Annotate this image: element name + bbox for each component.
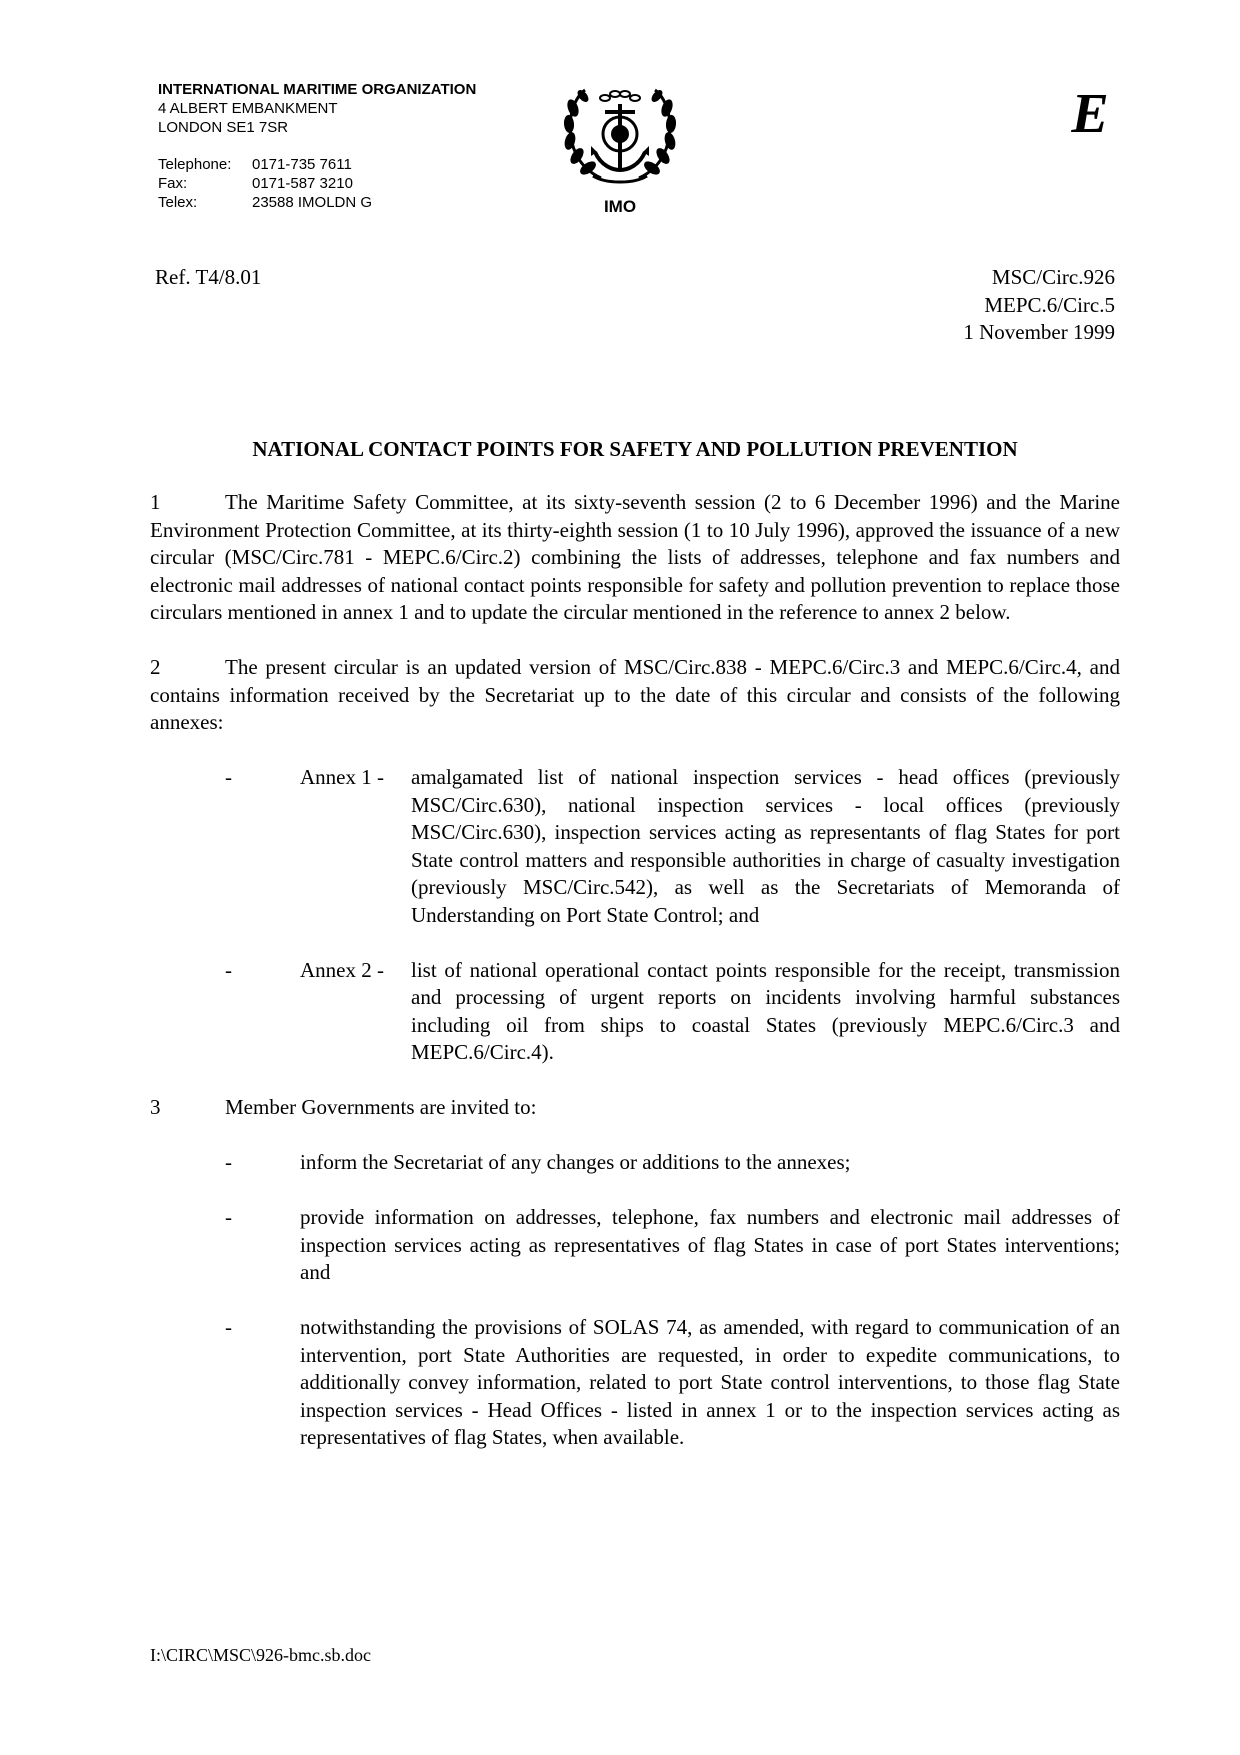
list-dash: - [225, 765, 232, 789]
symbol-line-1: MSC/Circ.926 [991, 265, 1115, 289]
annex-text: amalgamated list of national inspection services - head offices (previously MSC/Circ.630), national inspection services - local offices (previously MSC/Circ.630), inspection services acting as representants of flag States for port State control matters and responsible authorities in charge of casualty investigation (previously MSC/Circ.542), as well as the Secretariats of Memoranda of Understanding on Port State Control; and [411, 765, 1120, 927]
list-dash: - [225, 1205, 232, 1229]
document-body [150, 489, 1120, 1479]
org-name: INTERNATIONAL MARITIME ORGANIZATION [158, 81, 477, 98]
emblem-label: IMO [603, 197, 637, 216]
contact-label: Telephone: [158, 156, 232, 173]
annex-text: list of national operational contact points responsible for the receipt, transmission and processing of urgent reports on incidents involving harmful substances including oil from ships to coastal States (previously MEPC.6/Circ.3 and MEPC.6/Circ.4). [411, 957, 1120, 1064]
contact-value: 0171-735 7611 [252, 156, 352, 173]
paragraph-text: The Maritime Safety Committee, at its sixty-seventh session (2 to 6 December 1996) and the Marine Environment Protection Committee, at its thirty-eighth session (1 to 10 July 1996), approved the issuance of a new circular (MSC/Circ.781 - MEPC.6/Circ.2) combining the lists of addresses, telephone and fax numbers and electronic mail addresses of national contact points responsible for safety and pollution prevention to replace those circulars mentioned in annex 1 and to update the circular mentioned in the reference to annex 2 below. [150, 490, 1120, 624]
file-path-footer: I:\CIRC\MSC\926-bmc.sb.doc [150, 1645, 372, 1665]
reference-number: Ref. T4/8.01 [155, 265, 262, 289]
invitation-text: provide information on addresses, telephone, fax numbers and electronic mail addresses of inspection services acting as representatives of flag States in case of port States interventions; and [300, 1205, 1120, 1284]
paragraph-text: The present circular is an updated version of MSC/Circ.838 - MEPC.6/Circ.3 and MEPC.6/Circ.4, and contains information received by the Secretariat up to the date of this circular and consists of the following annexes: [150, 655, 1120, 734]
contact-label: Telex: [158, 194, 198, 211]
paragraph-number: 3 [150, 1095, 161, 1119]
list-dash: - [225, 957, 232, 982]
paragraph-1 [150, 489, 1120, 627]
contact-value: 0171-587 3210 [252, 175, 353, 192]
language-code: E [1071, 83, 1109, 145]
list-dash: - [225, 1150, 232, 1174]
annex-label: Annex 2 - [300, 957, 384, 982]
invitation-item-3 [150, 1314, 1120, 1452]
address-line-2: LONDON SE1 7SR [158, 119, 289, 136]
invitation-item-2 [150, 1204, 1120, 1287]
paragraph-2 [150, 654, 1120, 737]
org-header [158, 80, 476, 212]
contact-label: Fax: [158, 175, 188, 192]
contact-block [158, 155, 476, 212]
contact-telephone [158, 155, 476, 174]
invitation-item-1 [150, 1149, 1120, 1177]
page-title: NATIONAL CONTACT POINTS FOR SAFETY AND POLLUTION PREVENTION [252, 437, 1018, 461]
address-line-1: 4 ALBERT EMBANKMENT [158, 100, 338, 117]
annex-item-2 [150, 957, 1120, 1067]
invitation-text: inform the Secretariat of any changes or additions to the annexes; [300, 1150, 851, 1174]
symbol-line-2: MEPC.6/Circ.5 [984, 292, 1115, 317]
imo-emblem-icon [561, 86, 679, 186]
document-date: 1 November 1999 [963, 320, 1115, 344]
annex-item-1 [150, 764, 1120, 929]
contact-value: 23588 IMOLDN G [252, 194, 373, 211]
contact-telex [158, 193, 476, 212]
document-symbols [963, 264, 1115, 347]
paragraph-text: Member Governments are invited to: [225, 1095, 537, 1119]
contact-fax [158, 174, 476, 193]
invitation-text: notwithstanding the provisions of SOLAS 74, as amended, with regard to communication of an intervention, port State Authorities are requested, in order to expedite communications, to additionally convey information, related to port State control interventions, to those flag State inspection services - Head Offices - listed in annex 1 or to the inspection services acting as representatives of flag States, when available. [300, 1315, 1120, 1449]
list-dash: - [225, 1315, 232, 1339]
annex-label: Annex 1 - [300, 765, 384, 789]
paragraph-number: 2 [150, 655, 161, 679]
paragraph-number: 1 [150, 490, 161, 514]
paragraph-3 [150, 1094, 1120, 1122]
